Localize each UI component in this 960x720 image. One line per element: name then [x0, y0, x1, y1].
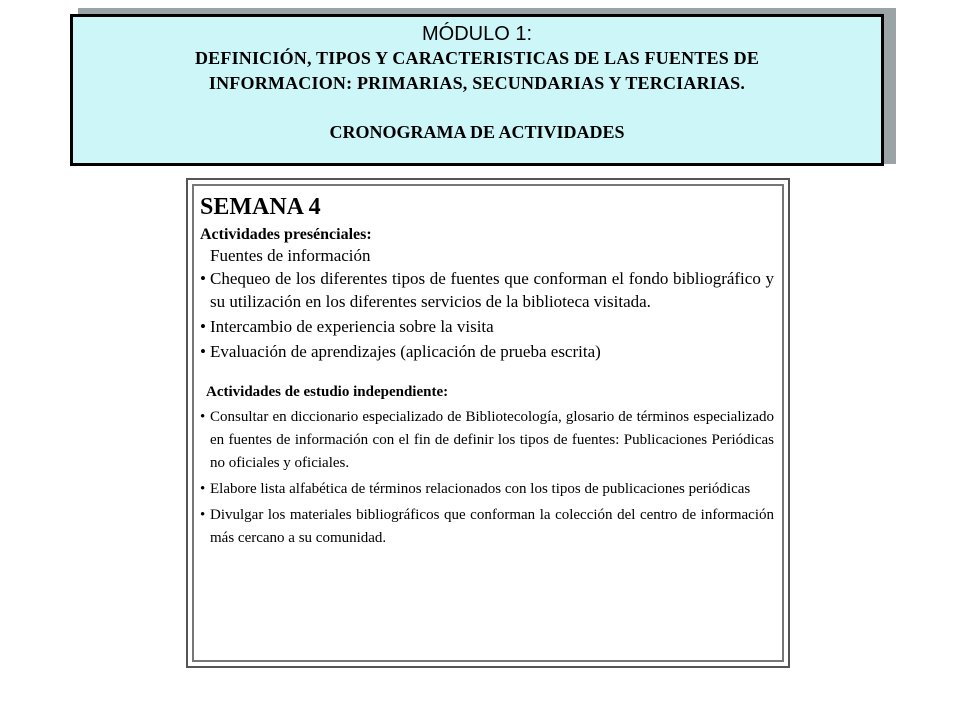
schedule-title: CRONOGRAMA DE ACTIVIDADES: [329, 122, 625, 142]
week-content: [200, 190, 774, 553]
list-item: • Divulgar los materiales bibliográficos que conforman la colección del centro de información más cercano a su comunidad.: [200, 504, 774, 550]
list-item: • Consultar en diccionario especializado de Bibliotecología, glosario de términos especializado en fuentes de información con el fin de definir los tipos de fuentes: Publicaciones Periódicas no oficiales y oficiales.: [200, 406, 774, 475]
independent-list: [200, 406, 774, 550]
list-item: • Elabore lista alfabética de términos relacionados con los tipos de publicaciones periódicas: [200, 478, 774, 501]
module-title: MÓDULO 1:: [421, 23, 533, 45]
module-header: [70, 14, 884, 166]
presential-subheading: Fuentes de información: [210, 246, 371, 265]
list-item: • Chequeo de los diferentes tipos de fuentes que conforman el fondo bibliográfico y su utilización en los diferentes servicios de la biblioteca visitada.: [200, 267, 774, 313]
module-subtitle-line2: INFORMACION: PRIMARIAS, SECUNDARIAS Y TERCIARIAS.: [208, 73, 746, 93]
presential-heading: Actividades presénciales:: [200, 226, 372, 243]
module-subtitle-line1: DEFINICIÓN, TIPOS Y CARACTERISTICAS DE LAS FUENTES DE: [194, 48, 760, 68]
presential-list: [200, 267, 774, 363]
list-item: • Evaluación de aprendizajes (aplicación de prueba escrita): [200, 340, 774, 363]
list-item: • Intercambio de experiencia sobre la visita: [200, 315, 774, 338]
week-title: SEMANA 4: [200, 194, 321, 220]
independent-heading: Actividades de estudio independiente:: [206, 384, 449, 400]
